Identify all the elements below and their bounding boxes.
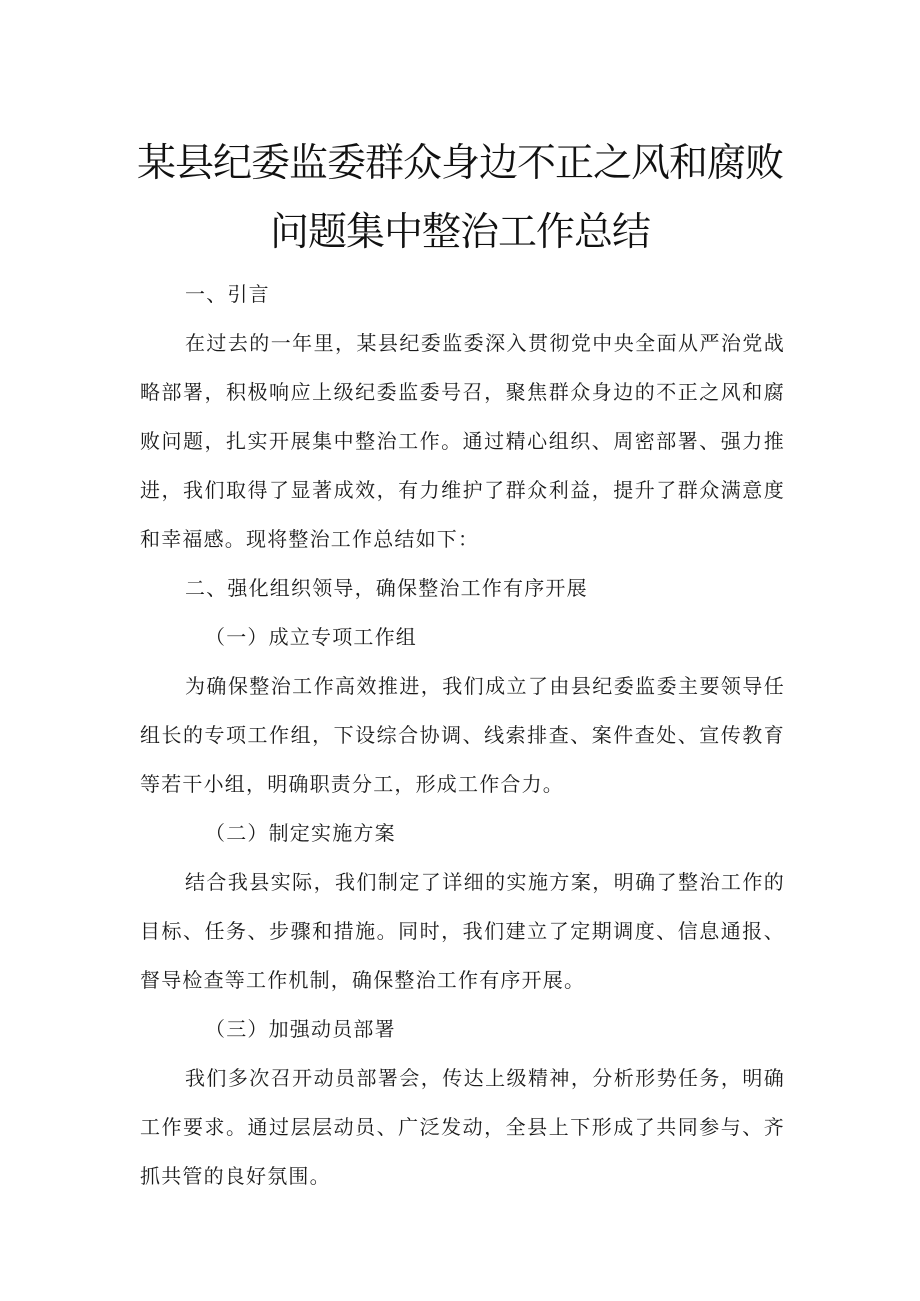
- subsection-3-paragraph: 我们多次召开动员部署会，传达上级精神，分析形势任务，明确工作要求。通过层层动员、广泛发动，全县上下形成了共同参与、齐抓共管的良好氛围。: [140, 1066, 785, 1188]
- intro-paragraph: 在过去的一年里，某县纪委监委深入贯彻党中央全面从严治党战略部署，积极响应上级纪委监委号召，聚焦群众身边的不正之风和腐败问题，扎实开展集中整治工作。通过精心组织、周密部署、强力推进，我们取得了显著成效，有力维护了群众利益，提升了群众满意度和幸福感。现将整治工作总结如下：: [140, 331, 785, 551]
- document-title-line-1: 某县纪委监委群众身边不正之风和腐败: [136, 141, 783, 186]
- subsection-2-paragraph: 结合我县实际，我们制定了详细的实施方案，明确了整治工作的目标、任务、步骤和措施。同时，我们建立了定期调度、信息通报、督导检查等工作机制，确保整治工作有序开展。: [140, 870, 785, 992]
- subsection-2-heading: （二）制定实施方案: [205, 821, 396, 845]
- document-title-line-2: 问题集中整治工作总结: [269, 210, 650, 255]
- intro-heading: 一、引言: [185, 282, 270, 306]
- document-body: [140, 270, 785, 1201]
- subsection-1-heading: （一）成立专项工作组: [205, 625, 417, 649]
- subsection-3-heading: （三）加强动员部署: [205, 1017, 396, 1041]
- subsection-1-paragraph: 为确保整治工作高效推进，我们成立了由县纪委监委主要领导任组长的专项工作组，下设综合协调、线索排查、案件查处、宣传教育等若干小组，明确职责分工，形成工作合力。: [140, 674, 785, 796]
- section-2-heading: 二、强化组织领导，确保整治工作有序开展: [185, 576, 588, 600]
